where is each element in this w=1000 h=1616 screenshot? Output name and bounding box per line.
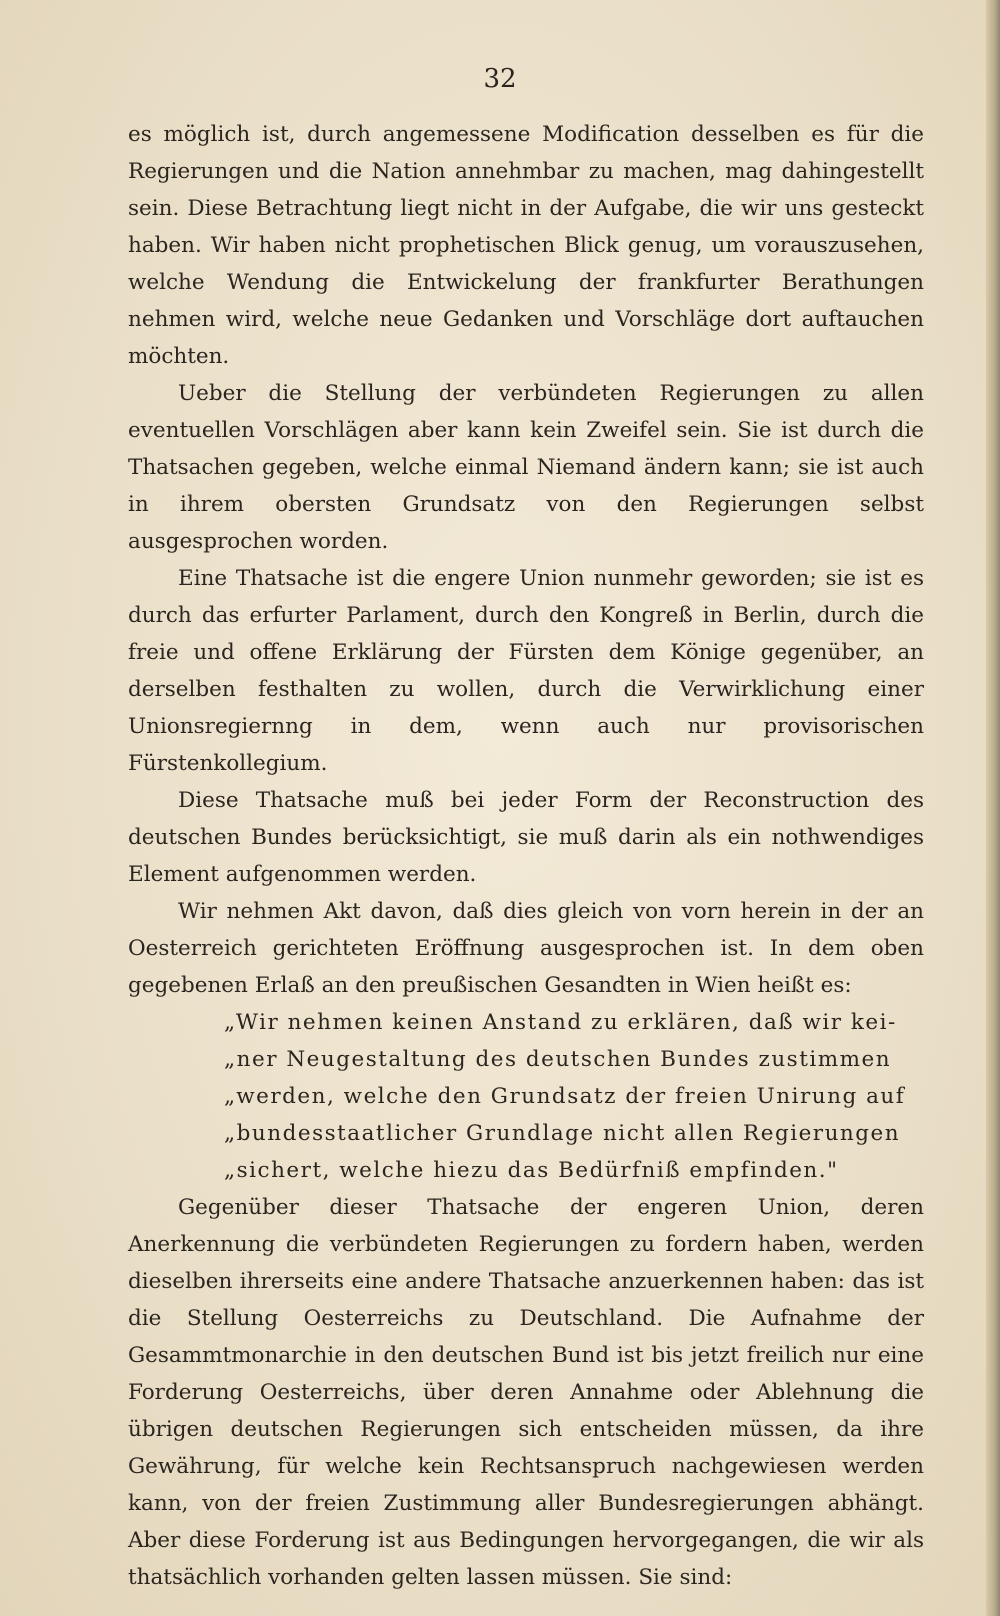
paragraph: Gegenüber dieser Thatsache der engeren Union, deren Anerkennung die verbündeten Regierungen zu fordern haben, werden dieselben ihrerseits eine andere Thatsache anzuerkennen haben: das ist die Stellung Oesterreichs zu Deutschland. Die Aufnahme der Gesammtmonarchie in den deutschen Bund ist bis jetzt freilich nur eine Forderung Oesterreichs, über deren Annahme oder Ablehnung die übrigen deutschen Regierungen sich entscheiden müssen, da ihre Gewährung, für welche kein Rechtsanspruch nachgewiesen werden kann, von der freien Zustimmung aller Bundesregierungen abhängt. Aber diese Forderung ist aus Bedingungen hervorgegangen, die wir als thatsächlich vorhanden gelten lassen müssen. Sie sind: [128,1195,924,1590]
quote-line: „bundesstaatlicher Grundlage nicht allen Regierungen [224,1121,901,1146]
body-text [128,116,924,1596]
page-edge [986,0,1000,1616]
quote-line: „werden, welche den Grundsatz der freien Unirung auf [224,1084,906,1109]
paragraph: Diese Thatsache muß bei jeder Form der Reconstruction des deutschen Bundes berücksichtigt, sie muß darin als ein nothwendiges Element aufgenommen werden. [128,788,924,887]
page-number: 32 [483,64,517,94]
paragraph: Ueber die Stellung der verbündeten Regierungen zu allen eventuellen Vorschlägen aber kann kein Zweifel sein. Sie ist durch die Thatsachen gegeben, welche einmal Niemand ändern kann; sie ist auch in ihrem obersten Grundsatz von den Regierungen selbst ausgesprochen worden. [128,381,924,554]
paragraph: Eine Thatsache ist die engere Union nunmehr geworden; sie ist es durch das erfurter Parlament, durch den Kongreß in Berlin, durch die freie und offene Erklärung der Fürsten dem Könige gegenüber, an derselben festhalten zu wollen, durch die Verwirklichung einer Unionsregiernng in dem, wenn auch nur provisorischen Fürstenkollegium. [128,566,924,776]
quote-line: „ner Neugestaltung des deutschen Bundes zustimmen [224,1047,892,1072]
paragraph: es möglich ist, durch angemessene Modification desselben es für die Regierungen und die Nation annehmbar zu machen, mag dahingestellt sein. Diese Betrachtung liegt nicht in der Aufgabe, die wir uns gesteckt haben. Wir haben nicht prophetischen Blick genug, um vorauszusehen, welche Wendung die Entwickelung der frankfurter Berathungen nehmen wird, welche neue Gedanken und Vorschläge dort auftauchen möchten. [128,122,924,369]
block-quote [128,1004,924,1189]
paragraph: Wir nehmen Akt davon, daß dies gleich von vorn herein in der an Oesterreich gerichteten Eröffnung ausgesprochen ist. In dem oben gegebenen Erlaß an den preußischen Gesandten in Wien heißt es: [128,899,924,998]
quote-line: „sichert, welche hiezu das Bedürfniß empfinden." [224,1158,839,1183]
quote-line: „Wir nehmen keinen Anstand zu erklären, daß wir kei- [224,1010,897,1035]
